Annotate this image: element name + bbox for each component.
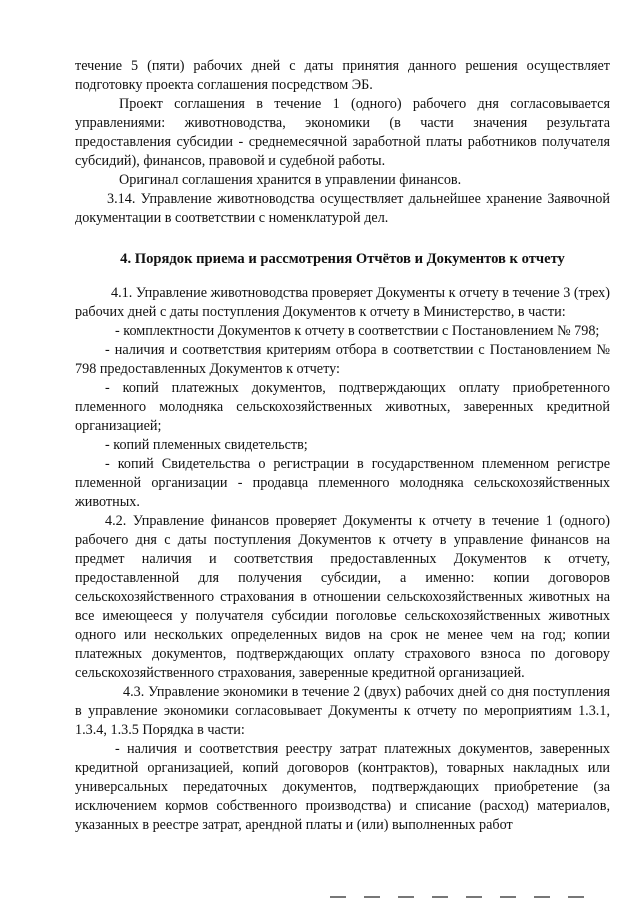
paragraph-intro: течение 5 (пяти) рабочих дней с даты принятия данного решения осуществляет подготовку проекта соглашения посредством ЭБ. (75, 58, 610, 93)
paragraph-cost-registry: - наличия и соответствия реестру затрат платежных документов, заверенных кредитной организацией, копий договоров (контрактов), товарных накладных или универсальных передаточных документов, подтверждающих приобретение (за исключением кормов собственного производства) и списание (расход) материалов, указанных в реестре затрат, арендной платы и (или) выполненных работ (75, 741, 610, 833)
paragraph-registration-certificate: - копий Свидетельства о регистрации в государственном племенном регистре племенной организации - продавца племенного молодняка сельскохозяйственных животных. (75, 456, 610, 510)
cut-mark (500, 896, 516, 898)
paragraph-payment-copies: - копий платежных документов, подтверждающих оплату приобретенного племенного молодняка сельскохозяйственных животных, заверенных кредитной организацией; (75, 380, 610, 434)
cut-mark (534, 896, 550, 898)
cut-mark (364, 896, 380, 898)
paragraph-completeness: - комплектности Документов к отчету в соответствии с Постановлением № 798; (115, 323, 600, 339)
page-bottom-cut-marks (330, 896, 630, 902)
paragraph-original-storage: Оригинал соглашения хранится в управлении финансов. (119, 172, 462, 188)
paragraph-criteria: - наличия и соответствия критериям отбора в соответствии с Постановлением № 798 предоставленных Документов к отчету: (75, 342, 610, 377)
paragraph-4-2: 4.2. Управление финансов проверяет Документы к отчету в течение 1 (одного) рабочего дня с даты поступления Документов к отчету в управление финансов на предмет наличия и соответствия предоставленных Документов к отчету, предоставленной для получения субсидии, а именно: копии договоров сельскохозяйственного страхования в отношении сельскохозяйственных животных на все имеющееся у получателя субсидии поголовье сельскохозяйственных животных одного или нескольких определенных видов на срок не менее чем на год; копии платежных документов, подтверждающих оплату страхового взноса по договору сельскохозяйственного страхования, заверенные кредитной организацией. (75, 513, 610, 681)
paragraph-3-14: 3.14. Управление животноводства осуществляет дальнейшее хранение Заявочной документации в соответствии с номенклатурой дел. (75, 191, 610, 226)
cut-mark (398, 896, 414, 898)
cut-mark (466, 896, 482, 898)
cut-mark (330, 896, 346, 898)
paragraph-4-1: 4.1. Управление животноводства проверяет Документы к отчету в течение 3 (трех) рабочих дней с даты поступления Документов к отчету в Министерство, в части: (75, 285, 610, 320)
cut-mark (568, 896, 584, 898)
paragraph-4-3: 4.3. Управление экономики в течение 2 (двух) рабочих дней со дня поступления в управление экономики согласовывает Документы к отчету по мероприятиям 1.3.1, 1.3.4, 1.3.5 Порядка в части: (75, 684, 610, 738)
cut-mark (432, 896, 448, 898)
document-body (75, 57, 610, 835)
section-heading-4: 4. Порядок приема и рассмотрения Отчётов и Документов к отчету (120, 251, 565, 267)
paragraph-breeding-certificates: - копий племенных свидетельств; (105, 437, 308, 453)
paragraph-agreement-approval: Проект соглашения в течение 1 (одного) рабочего дня согласовывается управлениями: животноводства, экономики (в части значения результата предоставления субсидии - среднемесячной заработной платы работников получателя субсидий), финансов, правовой и судебной работы. (75, 96, 610, 169)
